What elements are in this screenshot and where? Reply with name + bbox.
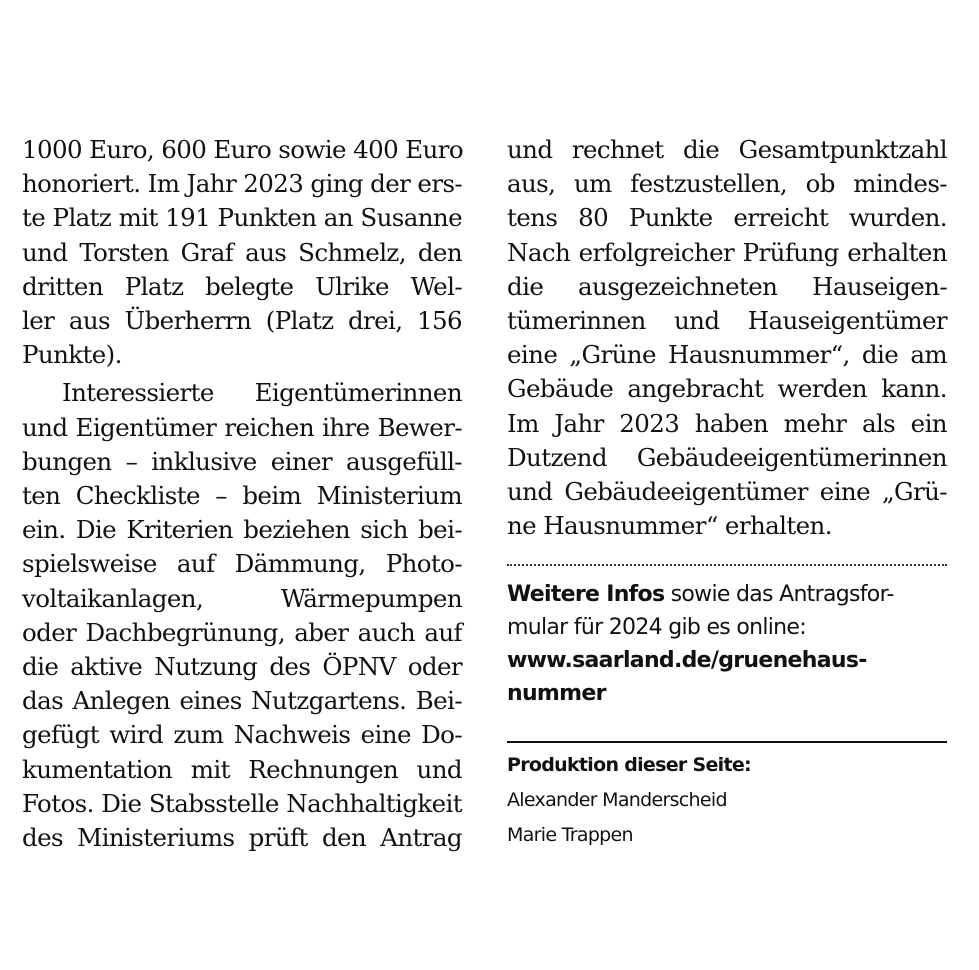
text-line: voltaikanlagen, Wärmepumpen bbox=[22, 583, 462, 613]
text-line: ler aus Überherrn (Platz drei, 156 bbox=[22, 306, 462, 336]
text-line: des Ministeriums prüft den Antrag bbox=[22, 823, 462, 853]
dotted-divider bbox=[507, 564, 947, 566]
info-text-line: mular für 2024 gib es online: bbox=[507, 615, 806, 640]
text-line: honoriert. Im Jahr 2023 ging der ers- bbox=[22, 169, 463, 199]
text-line: und Eigentümer reichen ihre Bewer- bbox=[22, 412, 462, 442]
text-line: ein. Die Kriterien beziehen sich bei- bbox=[22, 515, 462, 545]
text-line: gefügt wird zum Nachweis eine Do- bbox=[22, 720, 462, 750]
credits-divider bbox=[507, 741, 947, 743]
text-line: aus, um festzustellen, ob mindes- bbox=[507, 169, 947, 199]
text-line: tümerinnen und Hauseigentümer bbox=[507, 306, 947, 336]
text-line: ten Checkliste – beim Ministerium bbox=[22, 481, 462, 511]
text-line: die aktive Nutzung des ÖPNV oder bbox=[22, 652, 462, 682]
text-line: kumentation mit Rechnungen und bbox=[22, 754, 462, 784]
text-line: die ausgezeichneten Hauseigen- bbox=[507, 271, 947, 301]
text-line: 1000 Euro, 600 Euro sowie 400 Euro bbox=[22, 135, 463, 164]
right-column bbox=[507, 133, 947, 543]
text-line: Punkte). bbox=[22, 340, 122, 370]
info-text: sowie das Antragsfor- bbox=[664, 582, 894, 607]
text-line: dritten Platz belegte Ulrike Wel- bbox=[22, 271, 462, 301]
credits-heading: Produktion dieser Seite: bbox=[507, 754, 751, 776]
text-line: Fotos. Die Stabsstelle Nachhaltigkeit bbox=[22, 788, 462, 818]
text-line: und Torsten Graf aus Schmelz, den bbox=[22, 237, 462, 267]
paragraph bbox=[507, 133, 947, 543]
text-line: Im Jahr 2023 haben mehr als ein bbox=[507, 408, 947, 438]
text-line: eine „Grüne Hausnummer“, die am bbox=[507, 340, 947, 370]
text-line: oder Dachbegrünung, aber auch auf bbox=[22, 617, 462, 647]
website-link[interactable]: www.saarland.de/gruenehaus- bbox=[507, 648, 867, 673]
info-box bbox=[507, 578, 952, 710]
text-line: das Anlegen eines Nutzgartens. Bei- bbox=[22, 686, 462, 716]
info-lead: Weitere Infos bbox=[507, 582, 665, 607]
paragraph bbox=[22, 376, 462, 855]
text-line: Gebäude angebracht werden kann. bbox=[507, 374, 947, 404]
text-line: Dutzend Gebäudeeigentümerinnen bbox=[507, 442, 947, 472]
text-line: ne Hausnummer“ erhalten. bbox=[507, 511, 832, 541]
left-column bbox=[22, 133, 462, 855]
text-line: Interessierte Eigentümerinnen bbox=[62, 378, 462, 408]
text-line: und rechnet die Gesamtpunktzahl bbox=[507, 135, 947, 164]
text-line: tens 80 Punkte erreicht wurden. bbox=[507, 203, 947, 233]
text-line: bungen – inklusive einer ausgefüll- bbox=[22, 446, 462, 476]
text-line: te Platz mit 191 Punkten an Susanne bbox=[22, 203, 462, 233]
credit-name: Alexander Manderscheid bbox=[507, 789, 727, 811]
text-line: spielsweise auf Dämmung, Photo- bbox=[22, 549, 462, 579]
website-link-continuation[interactable]: nummer bbox=[507, 681, 606, 706]
info-text-line bbox=[507, 578, 952, 611]
credits bbox=[507, 748, 947, 853]
credit-name: Marie Trappen bbox=[507, 824, 633, 846]
text-line: und Gebäudeeigentümer eine „Grü- bbox=[507, 477, 947, 507]
text-line: Nach erfolgreicher Prüfung erhalten bbox=[507, 237, 947, 267]
paragraph bbox=[22, 133, 462, 372]
